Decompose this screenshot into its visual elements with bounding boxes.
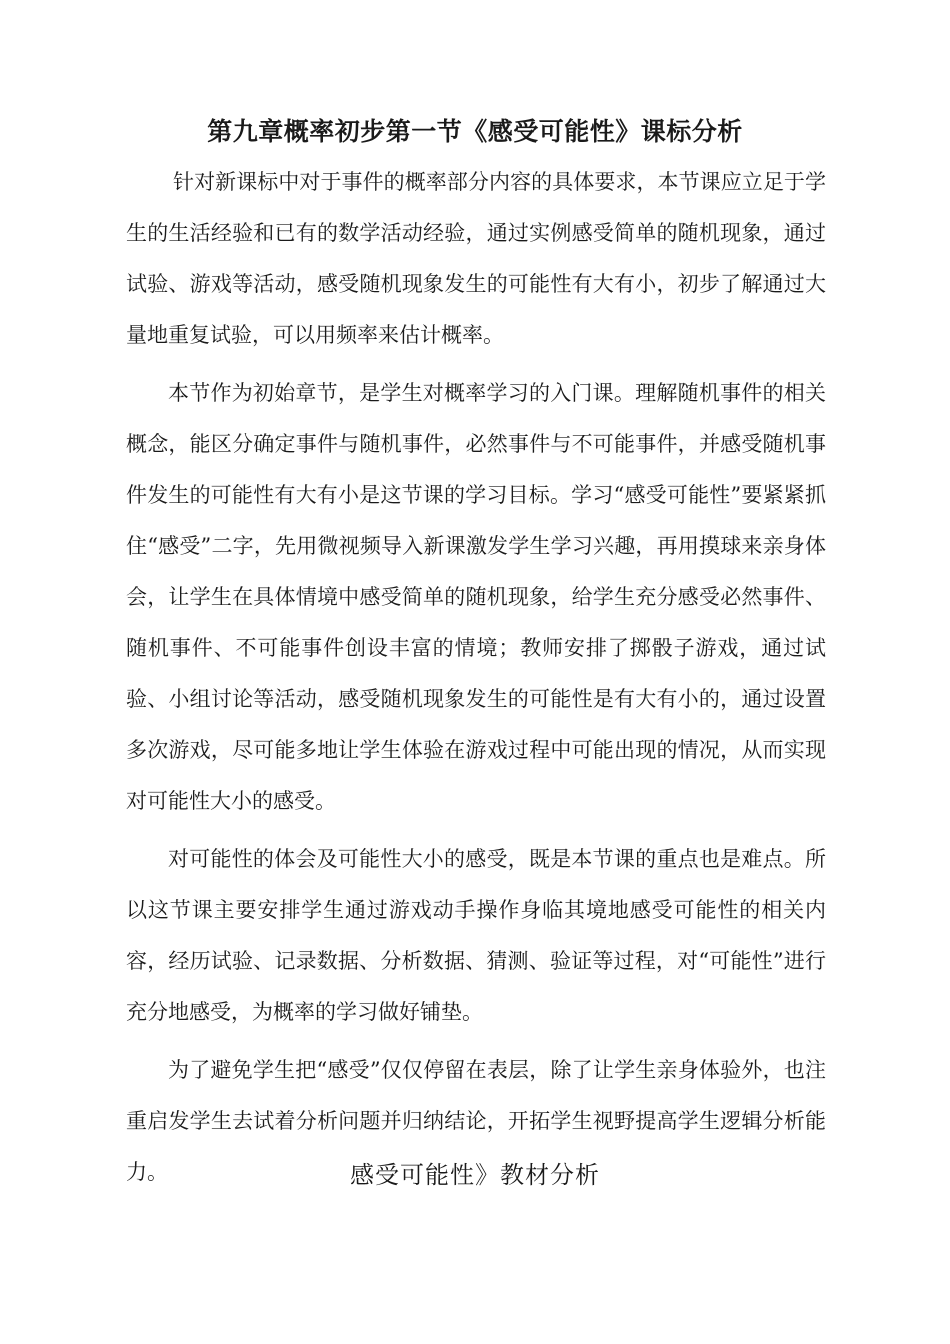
paragraph-key-difficulty: 对可能性的体会及可能性大小的感受，既是本节课的重点也是难点。所以这节课主要安排学生通过游戏动手操作身临其境地感受可能性的相关内容，经历试验、记录数据、分析数据、猜测、验证等过程，对“可能性”进行充分地感受，为概率的学习做好铺垫。 — [126, 847, 826, 1024]
paragraph-curriculum-requirements: 针对新课标中对于事件的概率部分内容的具体要求，本节课应立足于学生的生活经验和已有的数学活动经验，通过实例感受简单的随机现象，通过试验、游戏等活动，感受随机现象发生的可能性有大有小，初步了解通过大量地重复试验，可以用频率来估计概率。 — [126, 170, 826, 347]
document-body — [126, 157, 826, 1198]
paragraph-lesson-goals: 本节作为初始章节，是学生对概率学习的入门课。理解随机事件的相关概念，能区分确定事件与随机事件，必然事件与不可能事件，并感受随机事件发生的可能性有大有小是这节课的学习目标。学习“感受可能性”要紧紧抓住“感受”二字，先用微视频导入新课激发学生学习兴趣，再用摸球来亲身体会，让学生在具体情境中感受简单的随机现象，给学生充分感受必然事件、随机事件、不可能事件创设丰富的情境；教师安排了掷骰子游戏，通过试验、小组讨论等活动，感受随机现象发生的可能性是有大有小的，通过设置多次游戏，尽可能多地让学生体验在游戏过程中可能出现的情况，从而实现对可能性大小的感受。 — [126, 381, 826, 813]
paragraph-analysis-ability: 为了避免学生把“感受”仅仅停留在表层，除了让学生亲身体验外，也注重启发学生去试着分析问题并归纳结论，开拓学生视野提高学生逻辑分析能力。 — [126, 1058, 826, 1184]
section-subtitle: 感受可能性》教材分析 — [350, 1161, 600, 1189]
page-title: 第九章概率初步第一节《感受可能性》课标分析 — [207, 117, 743, 146]
